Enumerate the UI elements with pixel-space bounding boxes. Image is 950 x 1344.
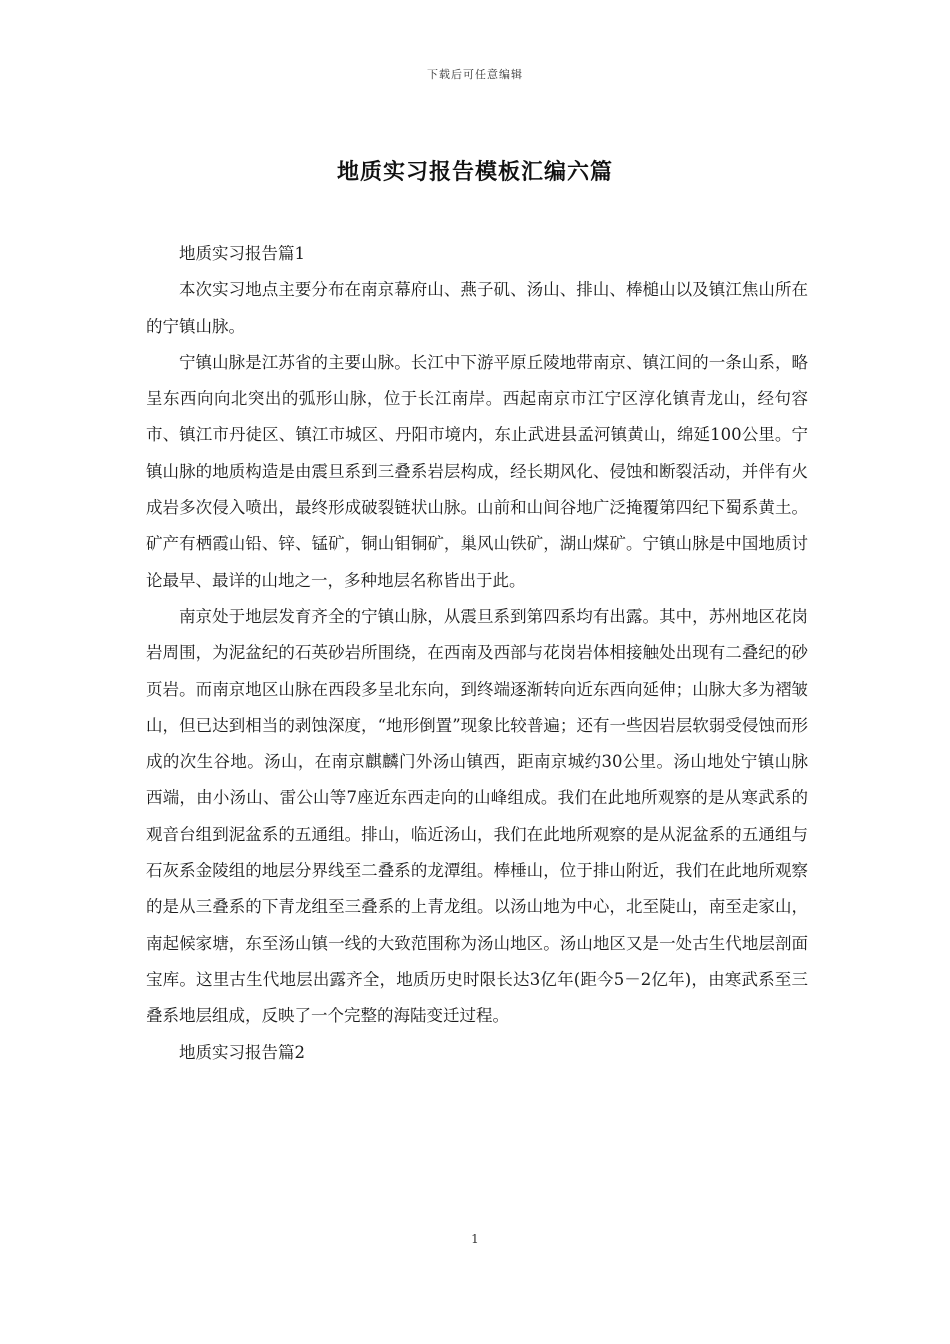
page-header-note: 下载后可任意编辑	[427, 68, 523, 81]
section-heading-1: 地质实习报告篇1	[179, 244, 305, 263]
body-paragraph: 南京处于地层发育齐全的宁镇山脉，从震旦系到第四系均有出露。其中，苏州地区花岗岩周围，为泥盆纪的石英砂岩所围绕，在西南及西部与花岗岩体相接触处出现有二叠纪的砂页岩。而南京地区山脉在西段多呈北东向，到终端逐渐转向近东西向延伸；山脉大多为褶皱山，但已达到相当的剥蚀深度，“地形倒置”现象比较普遍；还有一些因岩层软弱受侵蚀而形成的次生谷地。汤山，在南京麒麟门外汤山镇西，距南京城约30公里。汤山地处宁镇山脉西端，由小汤山、雷公山等7座近东西走向的山峰组成。我们在此地所观察的是从寒武系的观音台组到泥盆系的五通组。排山，临近汤山，我们在此地所观察的是从泥盆系的五通组与石灰系金陵组的地层分界线至二叠系的龙潭组。棒棰山，位于排山附近，我们在此地所观察的是从三叠系的下青龙组至三叠系的上青龙组。以汤山地为中心，北至陡山，南至走家山，南起候家塘，东至汤山镇一线的大致范围称为汤山地区。汤山地区又是一处古生代地层剖面宝库。这里古生代地层出露齐全，地质历史时限长达3亿年(距今5－2亿年)，由寒武系至三叠系地层组成，反映了一个完整的海陆变迁过程。	[146, 606, 808, 1026]
body-paragraph: 宁镇山脉是江苏省的主要山脉。长江中下游平原丘陵地带南京、镇江间的一条山系，略呈东西向向北突出的弧形山脉，位于长江南岸。西起南京市江宁区淳化镇青龙山，经句容市、镇江市丹徒区、镇江市城区、丹阳市境内，东止武进县孟河镇黄山，绵延100公里。宁镇山脉的地质构造是由震旦系到三叠系岩层构成，经长期风化、侵蚀和断裂活动，并伴有火成岩多次侵入喷出，最终形成破裂链状山脉。山前和山间谷地广泛掩覆第四纪下蜀系黄土。矿产有栖霞山铅、锌、锰矿，铜山钼铜矿，巢风山铁矿，湖山煤矿。宁镇山脉是中国地质讨论最早、最详的山地之一，多种地层名称皆出于此。	[146, 352, 808, 590]
document-body	[146, 236, 808, 1071]
section-heading-2: 地质实习报告篇2	[179, 1042, 305, 1062]
document-title: 地质实习报告模板汇编六篇	[336, 159, 613, 185]
body-paragraph: 本次实习地点主要分布在南京幕府山、燕子矶、汤山、排山、棒槌山以及镇江焦山所在的宁镇山脉。	[146, 280, 808, 336]
page-number: 1	[471, 1232, 479, 1246]
